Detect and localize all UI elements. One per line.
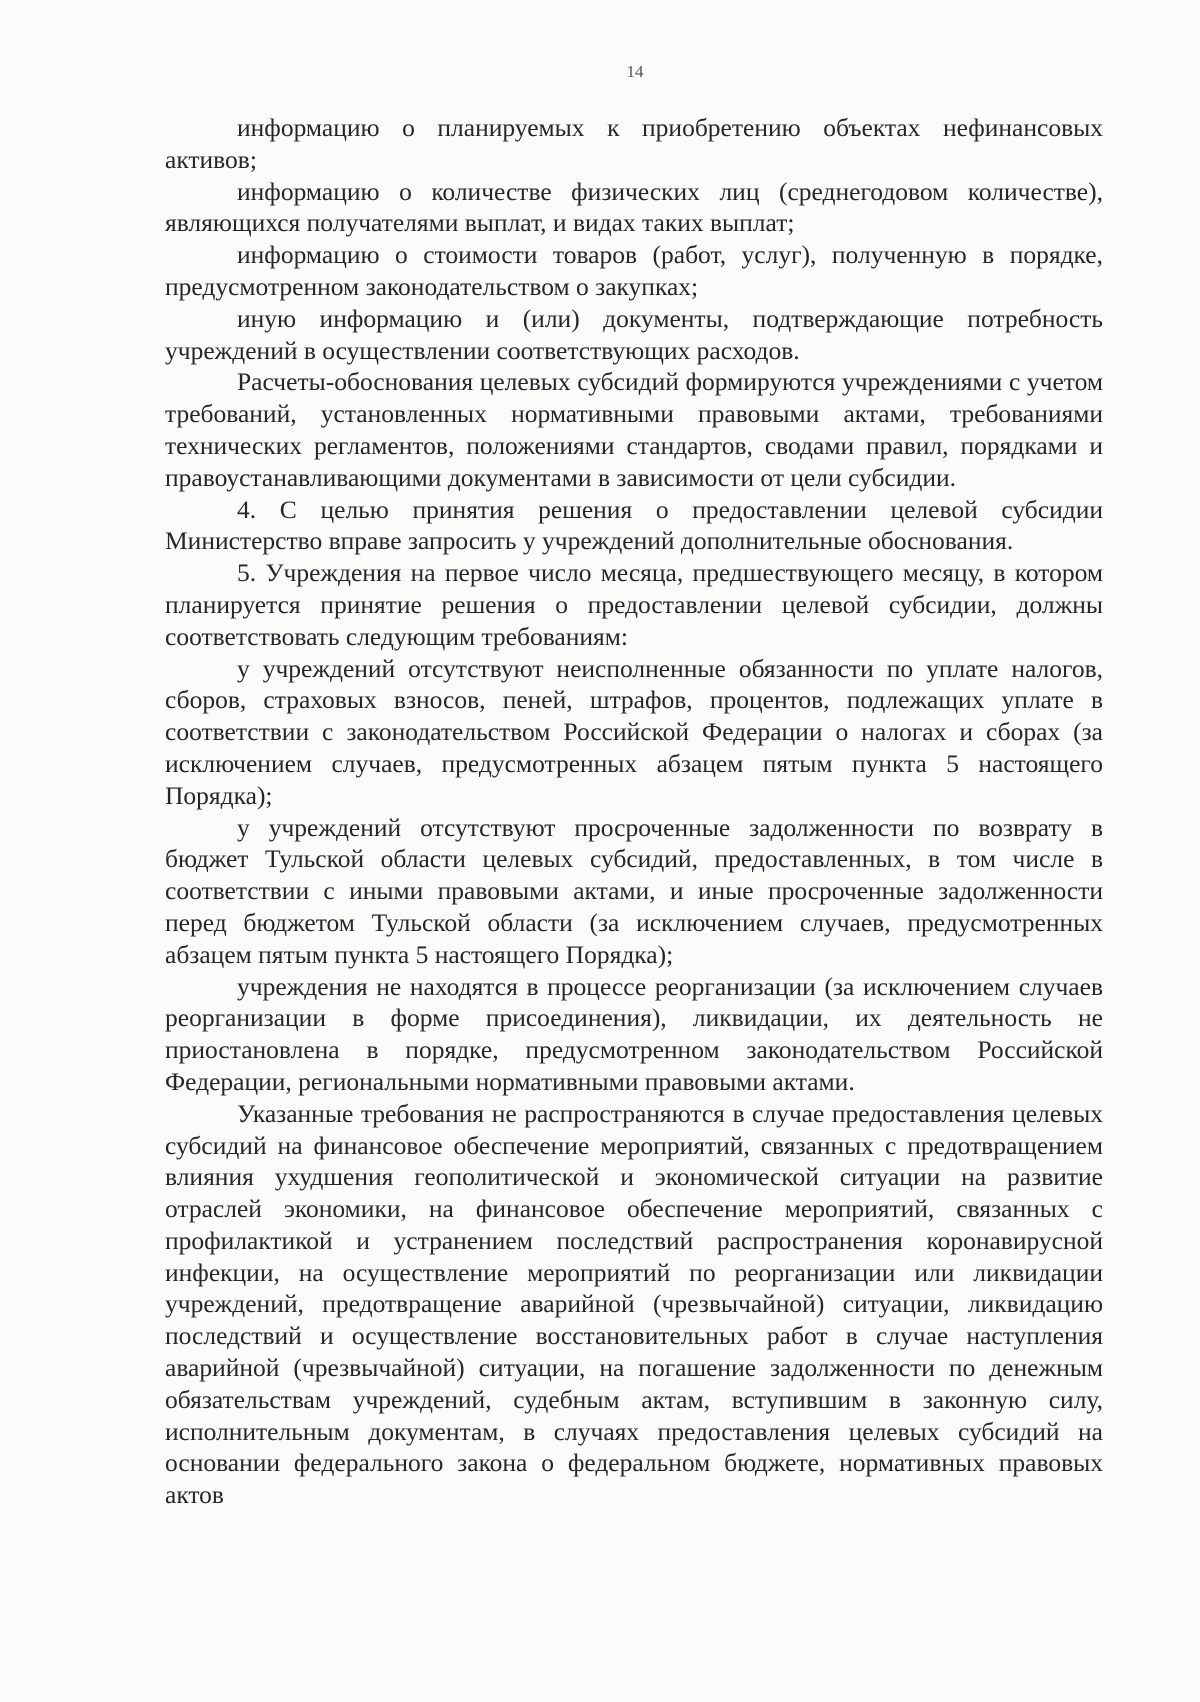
paragraph: информацию о стоимости товаров (работ, услуг), полученную в порядке, предусмотренном законодательством о закупках; <box>165 240 1103 301</box>
paragraph: иную информацию и (или) документы, подтверждающие потребность учреждений в осуществлении соответствующих расходов. <box>165 303 1103 365</box>
paragraph: 4. С целью принятия решения о предоставлении целевой субсидии Министерство вправе запросить у учреждений дополнительные обоснования. <box>165 494 1103 556</box>
paragraph: 5. Учреждения на первое число месяца, предшествующего месяцу, в котором планируется принятие решения о предоставлении целевой субсидии, должны соответствовать следующим требованиям: <box>165 558 1103 651</box>
paragraph: у учреждений отсутствуют неисполненные обязанности по уплате налогов, сборов, страховых взносов, пеней, штрафов, процентов, подлежащих уплате в соответствии с законодательством Российской Федерации о налогах и сборах (за исключением случаев, предусмотренных абзацем пятым пункта 5 настоящего Порядка); <box>165 653 1103 810</box>
document-body <box>165 112 1103 1511</box>
paragraph: информацию о планируемых к приобретению объектах нефинансовых активов; <box>165 113 1103 174</box>
paragraph: учреждения не находятся в процессе реорганизации (за исключением случаев реорганизации в форме присоединения), ликвидации, их деятельность не приостановлена в порядке, предусмотренном законодательством Российской Федерации, региональными нормативными правовыми актами. <box>165 971 1103 1096</box>
paragraph: у учреждений отсутствуют просроченные задолженности по возврату в бюджет Тульской области целевых субсидий, предоставленных, в том числе в соответствии с иными правовыми актами, и иные просроченные задолженности перед бюджетом Тульской области (за исключением случаев, предусмотренных абзацем пятым пункта 5 настоящего Порядка); <box>165 812 1103 969</box>
paragraph: Расчеты-обоснования целевых субсидий формируются учреждениями с учетом требований, установленных нормативными правовыми актами, требованиями технических регламентов, положениями стандартов, сводами правил, порядками и правоустанавливающими документами в зависимости от цели субсидии. <box>165 367 1103 492</box>
paragraph: Указанные требования не распространяются в случае предоставления целевых субсидий на финансовое обеспечение мероприятий, связанных с предотвращением влияния ухудшения геополитической и экономической ситуации на развитие отраслей экономики, на финансовое обеспечение мероприятий, связанных с профилактикой и устранением последствий распространения коронавирусной инфекции, на осуществление мероприятий по реорганизации или ликвидации учреждений, предотвращение аварийной (чрезвычайной) ситуации, ликвидацию последствий и осуществление восстановительных работ в случае наступления аварийной (чрезвычайной) ситуации, на погашение задолженности по денежным обязательствам учреждений, судебным актам, вступившим в законную силу, исполнительным документам, в случаях предоставления целевых субсидий на основании федерального закона о федеральном бюджете, нормативных правовых актов <box>165 1098 1103 1510</box>
page-number: 14 <box>626 62 644 81</box>
paragraph: информацию о количестве физических лиц (среднегодовом количестве), являющихся получателями выплат, и видах таких выплат; <box>165 176 1103 238</box>
